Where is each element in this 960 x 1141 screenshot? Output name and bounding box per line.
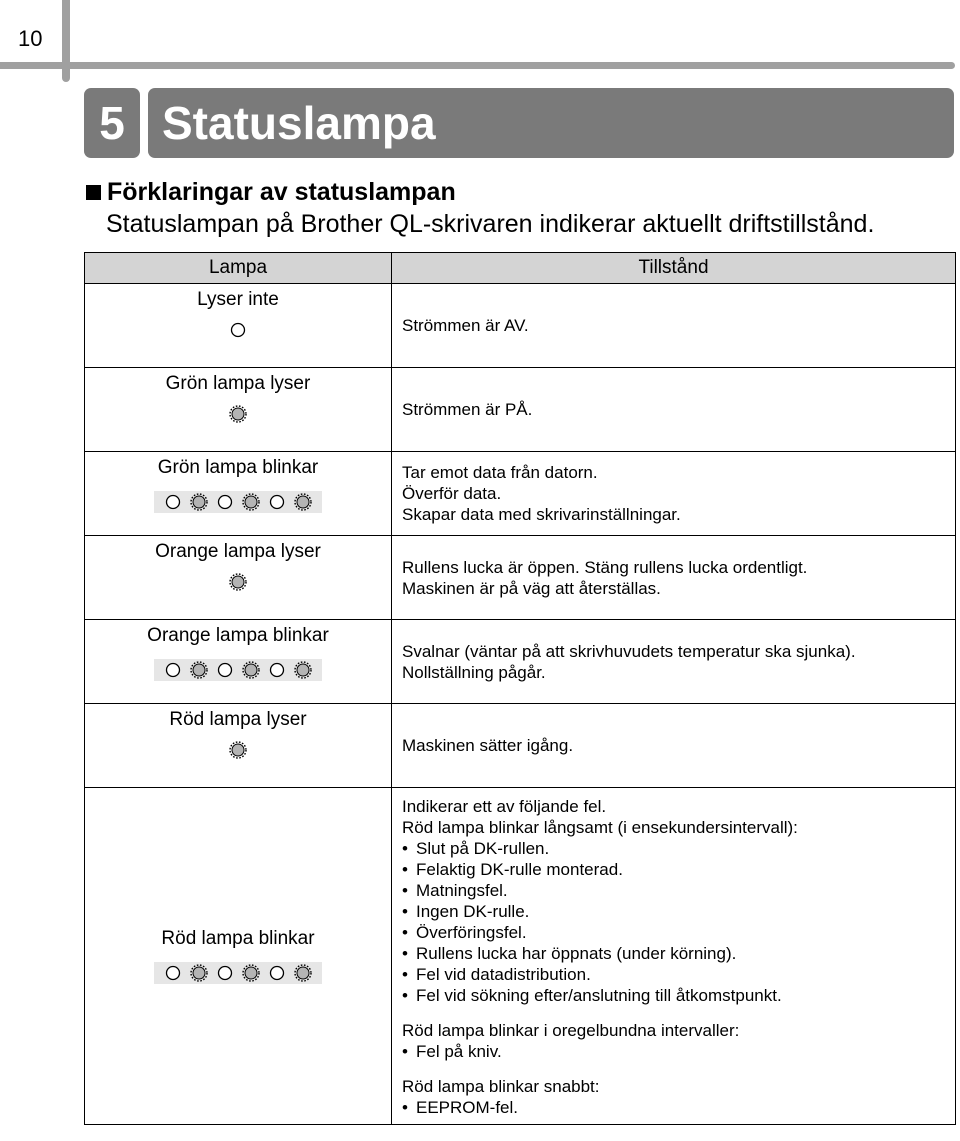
bullet-text: Överföringsfel.: [416, 923, 527, 942]
bullet-text: Fel på kniv.: [416, 1042, 502, 1061]
bullet-text: Fel vid datadistribution.: [416, 965, 591, 984]
state-line: Maskinen är på väg att återställas.: [402, 578, 661, 598]
fast-bullet-list: [402, 1097, 955, 1118]
bullet-dot-icon: •: [402, 1042, 408, 1061]
table-row: [85, 704, 956, 788]
lamp-cell: [85, 536, 392, 620]
bullet-dot-icon: •: [402, 881, 408, 900]
slow-heading: Röd lampa blinkar långsamt (i ensekundersintervall):: [402, 818, 798, 837]
lamp-on-dot-icon: [190, 964, 208, 982]
table-row-red-blink: [85, 788, 956, 1125]
state-line: Svalnar (väntar på att skrivhuvudets temperatur ska sjunka).: [402, 641, 856, 661]
state-cell: [392, 536, 956, 620]
bullet-item: [402, 985, 955, 1006]
table-row: [85, 284, 956, 368]
state-line: Skapar data med skrivarinställningar.: [402, 505, 681, 524]
lamp-off-icon: [85, 321, 391, 339]
state-cell: [392, 788, 956, 1125]
state-cell: [392, 284, 956, 368]
bullet-item: [402, 1097, 955, 1118]
state-cell: [392, 704, 956, 788]
lamp-cell: [85, 452, 392, 536]
margin-bar-horizontal: [0, 62, 955, 69]
lamp-blink-icon: [154, 962, 322, 984]
lamp-on-dot-icon: [294, 661, 312, 679]
bullet-dot-icon: •: [402, 944, 408, 963]
section-heading: [86, 178, 456, 207]
bullet-item: [402, 838, 955, 859]
bullet-text: Matningsfel.: [416, 881, 508, 900]
bullet-dot-icon: •: [402, 965, 408, 984]
lamp-off-dot-icon: [216, 964, 234, 982]
header-state: Tillstånd: [392, 253, 956, 284]
lamp-off-dot-icon: [268, 964, 286, 982]
state-line: Tar emot data från datorn.: [402, 463, 598, 482]
lamp-off-dot-icon: [164, 661, 182, 679]
bullet-text: Rullens lucka har öppnats (under körning).: [416, 944, 737, 963]
fast-heading: Röd lampa blinkar snabbt:: [402, 1077, 600, 1096]
state-intro: Indikerar ett av följande fel.: [402, 797, 607, 816]
bullet-text: Ingen DK-rulle.: [416, 902, 530, 921]
lamp-label: Röd lampa lyser: [169, 709, 307, 730]
table-row: [85, 536, 956, 620]
bullet-text: EEPROM-fel.: [416, 1098, 519, 1117]
lamp-on-icon: [85, 405, 391, 423]
lamp-cell: [85, 788, 392, 1125]
state-line: Rullens lucka är öppen. Stäng rullens lucka ordentligt.: [402, 557, 808, 577]
state-line: Strömmen är AV.: [402, 316, 529, 335]
slow-bullet-list: [402, 838, 955, 1006]
lamp-cell: [85, 620, 392, 704]
chapter-title: Statuslampa: [148, 88, 954, 158]
irregular-bullet-list: [402, 1041, 955, 1062]
bullet-dot-icon: •: [402, 1098, 408, 1117]
lamp-on-dot-icon: [190, 661, 208, 679]
state-line: Överför data.: [402, 484, 502, 503]
lamp-off-dot-icon: [216, 493, 234, 511]
lamp-label: Röd lampa blinkar: [161, 928, 315, 949]
lamp-off-dot-icon: [164, 493, 182, 511]
lamp-off-dot-icon: [268, 661, 286, 679]
state-line: Nollställning pågår.: [402, 662, 546, 682]
bullet-item: [402, 922, 955, 943]
table-header-row: [85, 253, 956, 284]
lamp-label: Grön lampa blinkar: [157, 457, 319, 478]
status-table: [84, 252, 956, 1125]
bullet-text: Fel vid sökning efter/anslutning till åtkomstpunkt.: [416, 986, 782, 1005]
lamp-blink-icon: [154, 659, 322, 681]
margin-bar-vertical: [62, 0, 70, 82]
table-row: [85, 620, 956, 704]
lamp-on-dot-icon: [294, 493, 312, 511]
state-line: Strömmen är PÅ.: [402, 400, 533, 419]
bullet-dot-icon: •: [402, 839, 408, 858]
table-row: [85, 452, 956, 536]
lamp-on-dot-icon: [242, 493, 260, 511]
bullet-item: [402, 859, 955, 880]
table-row: [85, 368, 956, 452]
irregular-heading: Röd lampa blinkar i oregelbundna intervaller:: [402, 1021, 740, 1040]
bullet-item: [402, 880, 955, 901]
section-subtitle: Statuslampan på Brother QL-skrivaren indikerar aktuellt driftstillstånd.: [106, 210, 875, 238]
state-cell: [392, 452, 956, 536]
state-cell: [392, 620, 956, 704]
lamp-off-dot-icon: [268, 493, 286, 511]
lamp-off-dot-icon: [164, 964, 182, 982]
bullet-dot-icon: •: [402, 923, 408, 942]
bullet-dot-icon: •: [402, 986, 408, 1005]
header-lamp: Lampa: [85, 253, 392, 284]
bullet-text: Felaktig DK-rulle monterad.: [416, 860, 623, 879]
lamp-off-dot-icon: [216, 661, 234, 679]
bullet-item: [402, 901, 955, 922]
lamp-cell: [85, 284, 392, 368]
bullet-dot-icon: •: [402, 902, 408, 921]
lamp-label: Orange lampa lyser: [155, 541, 321, 562]
lamp-blink-icon: [154, 491, 322, 513]
state-line: Maskinen sätter igång.: [402, 736, 574, 755]
page-number: 10: [18, 26, 43, 51]
lamp-label: Orange lampa blinkar: [147, 625, 329, 646]
lamp-on-dot-icon: [294, 964, 312, 982]
lamp-label: Grön lampa lyser: [165, 373, 311, 394]
lamp-on-dot-icon: [190, 493, 208, 511]
bullet-item: [402, 1041, 955, 1062]
table-body: [85, 284, 956, 788]
bullet-square-icon: [86, 185, 101, 200]
lamp-cell: [85, 704, 392, 788]
bullet-text: Slut på DK-rullen.: [416, 839, 550, 858]
lamp-on-dot-icon: [242, 964, 260, 982]
lamp-cell: [85, 368, 392, 452]
lamp-on-dot-icon: [242, 661, 260, 679]
bullet-item: [402, 964, 955, 985]
section-heading-text: Förklaringar av statuslampan: [107, 178, 456, 206]
bullet-item: [402, 943, 955, 964]
chapter-number: 5: [84, 88, 140, 158]
state-cell: [392, 368, 956, 452]
lamp-label: Lyser inte: [197, 289, 279, 310]
lamp-on-icon: [85, 573, 391, 591]
lamp-on-icon: [85, 741, 391, 759]
bullet-dot-icon: •: [402, 860, 408, 879]
